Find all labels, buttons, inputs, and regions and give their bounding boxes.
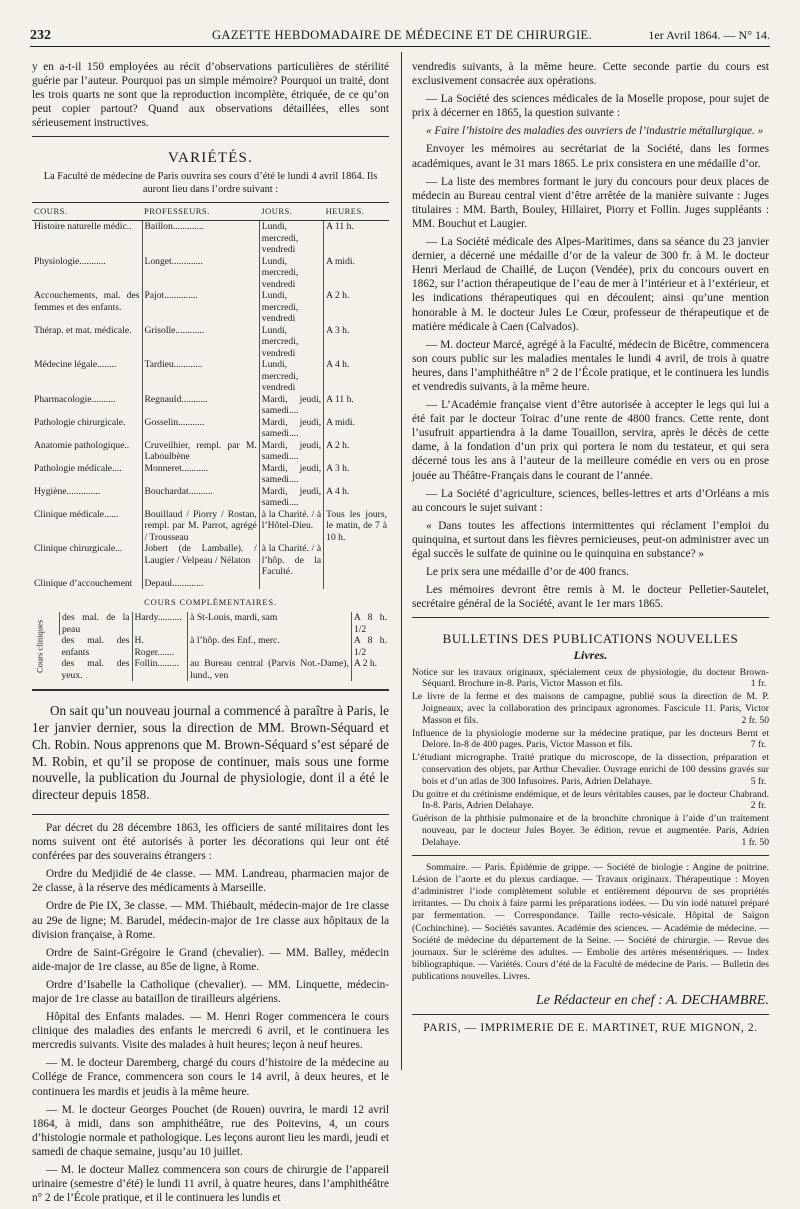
course-professeur: Bouchardat..........	[142, 486, 259, 509]
complementary-table	[32, 612, 389, 681]
hopital-paragraph: Hôpital des Enfants malades. — M. Henri Roger commencera le cours clinique des maladies des enfants le mercredi 6 avril, et le continuera les mercredis suivants. Visite des malades à huit heures; leçon à neuf heures.	[32, 1011, 389, 1052]
mallez-paragraph: — M. le docteur Mallez commencera son cours de chirurgie de l’appareil urinaire (semestre d’été) le lundi 11 avril, à quatre heures, dans l’amphithéâtre n° 2 de l’École pratique, et il le continuera les lundis et	[32, 1164, 389, 1205]
course-row	[32, 325, 389, 360]
course-professeur: Grisolle............	[142, 325, 259, 360]
course-table-header	[32, 202, 389, 221]
moselle-question: « Faire l’histoire des maladies des ouvriers de l’industrie métallurgique. »	[426, 125, 764, 138]
book-entry	[412, 728, 769, 752]
course-heures	[324, 578, 389, 590]
book-description: Guérison de la phthisie pulmonaire et de la bronchite chronique à l’aide d’un traitement nouveau, par le docteur Jules Boyer. 3e édition, revue et augmentée. Paris, Adrien Delahaye.	[412, 813, 769, 848]
livres-heading: Livres.	[573, 648, 608, 663]
divider	[32, 814, 389, 815]
continuation-paragraph: vendredis suivants, à la même heure. Cette seconde partie du cours est exclusivement consacrée aux opérations.	[412, 61, 769, 88]
complementary-maladie: des mal. des enfants	[61, 635, 130, 658]
complementary-row	[32, 612, 389, 635]
course-jours: Lundi, mercredi, vendredi	[259, 359, 323, 394]
course-row	[32, 578, 389, 590]
course-cours: Physiologie...........	[34, 255, 106, 267]
course-heures: A midi.	[324, 417, 389, 440]
divider	[412, 855, 769, 856]
book-price: 5 fr.	[750, 775, 767, 787]
course-heures: A 11 h.	[324, 394, 389, 417]
course-jours: à la Charité. / à l’hôp. de la Faculté.	[259, 543, 323, 578]
course-jours: Mardi, jeudi, samedi....	[259, 417, 323, 440]
course-jours: Mardi, jeudi, samedi....	[259, 486, 323, 509]
book-entry	[412, 789, 769, 813]
course-table	[32, 202, 389, 590]
complementary-professeur: H. Roger.......	[132, 635, 188, 658]
course-jours	[259, 578, 323, 590]
varietes-title: VARIÉTÉS.	[167, 150, 254, 167]
journal-title: GAZETTE HEBDOMADAIRE DE MÉDECINE ET DE CHIRURGIE.	[212, 28, 593, 42]
page-number: 232	[30, 28, 51, 43]
course-cours: Pharmacologie..........	[34, 393, 116, 405]
col-header-cours: COURS.	[32, 202, 142, 221]
book-price: 1 fr. 50	[741, 836, 769, 848]
book-description: L’étudiant micrographe. Traité pratique du microscope, de la dissection, préparation et conservation des objets, par Arthur Chevalier. Ouvrage enrichi de 100 dessins gravés sur bois et d’un atlas de 300 Infusoires. Paris, Adrien Delahaye.	[412, 752, 769, 787]
decret-paragraph: Par décret du 28 décembre 1863, les officiers de santé militaires dont les noms suivent ont été autorisés à porter les décorations qui leur ont été conférées par des souverains étrangers :	[32, 821, 389, 863]
orleans-submission: Les mémoires devront être remis à M. le docteur Pelletier-Sautelet, secrétaire général de la Société, avant le 1er mars 1865.	[412, 584, 769, 611]
orleans-paragraph: — La Société d’agriculture, sciences, belles-lettres et arts d’Orléans a mis au concours le sujet suivant :	[412, 487, 769, 514]
course-heures: A 4 h.	[324, 359, 389, 394]
course-row	[32, 394, 389, 417]
course-cours: Hygiène..............	[34, 485, 101, 497]
course-heures: Tous les jours, le matin, de 7 à 10 h.	[324, 509, 389, 544]
course-professeur: Jobert (de Lamballe). / Laugier / Velpeau / Nélaton	[142, 543, 259, 578]
course-cours: Anatomie pathologique..	[34, 439, 130, 451]
book-price: 2 fr. 50	[741, 714, 769, 726]
complementary-title: COURS COMPLÉMENTAIRES.	[144, 597, 277, 608]
complementary-lieu: à St-Louis, mardi, sam	[188, 612, 352, 635]
varietes-intro: La Faculté de médecine de Paris ouvrira ses cours d’été le lundi 4 avril 1864. Ils auront lieu dans l’ordre suivant :	[43, 170, 378, 195]
course-row	[32, 290, 389, 325]
course-row	[32, 440, 389, 463]
complementary-maladie: des mal. des yeux.	[61, 658, 130, 681]
book-price: 7 fr.	[750, 739, 767, 751]
course-row	[32, 221, 389, 256]
complementary-professeur: Follin.........	[132, 658, 188, 681]
course-heures: A 2 h.	[324, 290, 389, 325]
course-heures	[324, 543, 389, 578]
course-jours: Lundi, mercredi, vendredi	[259, 325, 323, 360]
course-cours: Clinique d’accouchement	[34, 577, 133, 589]
divider	[32, 136, 389, 137]
book-price: 2 fr.	[750, 800, 767, 812]
col-header-professeurs: PROFESSEURS.	[142, 202, 259, 221]
course-row	[32, 509, 389, 544]
complementary-side-label: Cours cliniques	[34, 620, 45, 674]
complementary-heure: A 8 h. 1/2	[351, 612, 389, 635]
orders-list	[32, 867, 389, 1006]
col-header-jours: JOURS.	[259, 202, 323, 221]
course-professeur: Regnauld...........	[142, 394, 259, 417]
course-jours: Mardi, jeudi, samedi....	[259, 440, 323, 463]
course-row	[32, 417, 389, 440]
marce-paragraph: — M. docteur Marcé, agrégé à la Faculté, médecin de Bicêtre, commencera son cours public sur les maladies mentales le lundi 4 avril, de trois à quatre heures, dans l’amphithéâtre n° 2 de l’École pratique, et le continuera les lundis et vendredis suivants, à la même heure.	[412, 338, 769, 393]
orleans-prize: Le prix sera une médaille d’or de 400 francs.	[426, 566, 629, 579]
journal-announcement-text: On sait qu’un nouveau journal a commencé à paraître à Paris, le 1er janvier dernier, sous la direction de MM. Brown-Séquard et Ch. Robin. Nous apprenons que M. Brown-Séquard s’est séparé de M. Robin, et qu’il se propose de continuer, mais sous une forme nouvelle, la publication du Journal de physiologie, dont il a été le directeur depuis 1858.	[32, 703, 389, 803]
divider	[412, 617, 769, 618]
course-cours: Histoire naturelle médic..	[34, 221, 132, 233]
course-jours: à la Charité. / à l’Hôtel-Dieu.	[259, 509, 323, 544]
pouchet-paragraph: — M. le docteur Georges Pouchet (de Rouen) ouvrira, le mardi 12 avril 1864, à midi, dans son amphithéâtre, rue des Poitevins, 4, un cours d’histologie normale et pathologique. Les leçons auront lieu les mardi, jeudi et samedi de chaque semaine, jusqu’au 10 juillet.	[32, 1103, 389, 1158]
course-cours: Clinique médicale......	[34, 508, 119, 520]
moselle-conditions: Envoyer les mémoires au secrétariat de la Société, dans les formes académiques, avant le 31 mars 1865. Le prix consistera en une médaille d’or.	[412, 143, 769, 170]
order-item: Ordre du Medjidié de 4e classe. — MM. Landreau, pharmacien major de 2e classe, à la réserve des médicaments à Marseille.	[32, 868, 389, 895]
course-cours: Pathologie médicale....	[34, 462, 122, 474]
course-cours: Pathologie chirurgicale.	[34, 416, 126, 428]
order-item: Ordre de Pie IX, 3e classe. — MM. Thiébault, médecin-major de 1re classe au 29e de ligne; M. Barudel, médecin-major de 1re classe aux hôpitaux de la division française, à Rome.	[32, 900, 389, 941]
course-professeur: Baillon.............	[142, 221, 259, 256]
moselle-paragraph: — La Société des sciences médicales de la Moselle propose, pour sujet de prix à décerner en 1865, la question suivante :	[412, 93, 769, 120]
course-professeur: Pajot..............	[142, 290, 259, 325]
course-professeur: Monneret...........	[142, 463, 259, 486]
complementary-lieu: à l’hôp. des Enf., merc.	[188, 635, 352, 658]
book-description: Notice sur les travaux originaux, spécialement ceux de physiologie, du docteur Brown-Séquard. Brochure in-8. Paris, Victor Masson et fils.	[412, 666, 769, 690]
course-heures: A 3 h.	[324, 463, 389, 486]
orleans-question: « Dans toutes les affections intermittentes qui réclament l’emploi du quinquina, et surtout dans les fièvres pernicieuses, peut-on administrer avec un égal succès le sulfate de quinine ou le quinquina en substance? »	[412, 519, 769, 560]
issue-date: 1er Avril 1864. — N° 14.	[648, 28, 770, 42]
complementary-lieu: au Bureau central (Parvis Not.-Dame), lund., ven	[188, 658, 352, 681]
sommaire: Sommaire. — Paris. Épidémie de grippe. — Société de biologie : Angine de poitrine. Lésion de l’aorte et du plexus cardiaque. — Travaux originaux. Thérapeutique : Moyen d’administrer l’iode complètement soluble et entièrement dépourvu de ses propriétés irritantes. — Du choix à faire parmi les préparations iodées. — Du vin iodé naturel préparé par fermentation. — Correspondance. Taille recto-vésicale. Hôpital de Saïgon (Cochinchine). — Sociétés savantes. Académie des sciences. — Académie de médecine. — Société de médecine du département de la Seine. — Société de chirurgie. — Revue des journaux. Sur le sclérème des adultes. — Embolie des artères mésentériques. — Index bibliographique. — Variétés. Cours d’été de la Faculté de médecine de Paris. — Bulletin des publications nouvelles. Livres.	[412, 861, 769, 983]
course-professeur: Bouillaud / Piorry / Rostan, rempl. par M. Parrot, agrégé / Trousseau	[142, 509, 259, 544]
course-jours: Lundi, mercredi, vendredi	[259, 256, 323, 291]
order-item: Ordre de Saint-Grégoire le Grand (chevalier). — MM. Balley, médecin aide-major de 1re classe, au 85e de ligne, à Rome.	[32, 946, 389, 973]
page-header	[30, 28, 770, 47]
course-row	[32, 359, 389, 394]
course-row	[32, 256, 389, 291]
opening-paragraph: y en a-t-il 150 employées au récit d’observations particulières de stérilité guérie par l’auteur. Pourquoi pas un simple mémoire? Pourquoi un traité, dont les trois quarts ne sont que la reproduction incomplète, étriquée, de ce qu’on peut copier partout? Quand aux observations détaillées, elles sont sérieusement instructives.	[32, 61, 389, 130]
course-professeur: Tardieu............	[142, 359, 259, 394]
journal-announcement	[32, 703, 389, 804]
complementary-row	[32, 658, 389, 681]
jury-paragraph: — La liste des membres formant le jury du concours pour deux places de médecin au Bureau central vient d’être arrêtée de la manière suivante : Juges titulaires : MM. Barth, Bouley, Hillairet, Piorry et Follin. Juges suppléants : MM. Bouchut et Laugier.	[412, 175, 769, 230]
course-row	[32, 543, 389, 578]
col-header-heures: HEURES.	[324, 202, 389, 221]
book-description: Le livre de la ferme et des maisons de campagne, publié sous la direction de M. P. Joigneaux, avec la collaboration des principaux agronomes. Fascicule 11. Paris, Victor Masson et fils.	[412, 691, 769, 726]
complementary-professeur: Hardy..........	[132, 612, 188, 635]
alpes-maritimes-paragraph: — La Société médicale des Alpes-Maritimes, dans sa séance du 23 janvier dernier, a décerné une médaille d’or de la valeur de 300 fr. à M. le docteur Henri Merlaud de Chaillé, de Luçon (Vendée), prix du concours ouvert en 1862, sur l’action thérapeutique de l’eau de mer à l’intérieur et à l’extérieur, et les indications thérapeutiques qui en découlent; ainsi qu’une mention honorable à M. le docteur Jules Le Cœur, professeur de thérapeutique et de matière médicale à Caen (Calvados).	[412, 236, 769, 333]
complementary-row	[32, 635, 389, 658]
books-list	[412, 667, 769, 849]
academie-paragraph: — L’Académie française vient d’être autorisée à accepter le legs qui lui a été fait par le docteur Toirac d’une rente de 4800 francs. Cette rente, dont l’usufruit appartiendra à la dame Touaillon, servira, après le décès de cette dame, à la fondation d’un prix qui portera le nom du testateur, et qui sera décerné tous les ans à l’auteur de la meilleure comédie en vers ou en prose jouée au Théâtre-Français dans le courant de l’année.	[412, 399, 769, 482]
course-professeur: Gosselin...........	[142, 417, 259, 440]
course-jours: Mardi, jeudi, samedi....	[259, 463, 323, 486]
imprimerie-line: PARIS, — IMPRIMERIE DE E. MARTINET, RUE MIGNON, 2.	[412, 1014, 769, 1035]
course-professeur: Cruveilhier, rempl. par M. Laboulbène	[142, 440, 259, 463]
course-cours: Médecine légale........	[34, 359, 117, 371]
course-row	[32, 486, 389, 509]
book-entry	[412, 691, 769, 726]
course-jours: Lundi, mercredi, vendredi	[259, 290, 323, 325]
book-entry	[412, 813, 769, 848]
course-cours: Accouchements, mal. des femmes et des enfants.	[34, 290, 140, 313]
daremberg-paragraph: — M. le docteur Daremberg, chargé du cours d’histoire de la médecine au Collége de France, commencera son cours le 14 avril, à deux heures, et le continuera les mardis et jeudis à la même heure.	[32, 1057, 389, 1098]
course-heures: A 2 h.	[324, 440, 389, 463]
redacteur-signature: Le Rédacteur en chef : A. DECHAMBRE.	[535, 992, 769, 1008]
course-cours: Thérap. et mat. médicale.	[34, 324, 132, 336]
complementary-heure: A 8 h. 1/2	[351, 635, 389, 658]
complementary-heure: A 2 h.	[351, 658, 389, 681]
course-professeur: Longet.............	[142, 256, 259, 291]
book-price: 1 fr.	[750, 678, 767, 690]
course-heures: A 4 h.	[324, 486, 389, 509]
book-entry	[412, 667, 769, 691]
course-professeur: Depaul.............	[142, 578, 259, 590]
book-description: Du goitre et du crétinisme endémique, et de leurs véritables causes, par le docteur Chabrand. In-8. Paris, Adrien Delahaye.	[412, 788, 769, 812]
divider	[32, 689, 389, 691]
complementary-maladie: des mal. de la peau	[60, 612, 133, 635]
column-divider	[401, 52, 402, 1070]
order-item: Ordre d’Isabelle la Catholique (chevalier). — MM. Linquette, médecin-major de 1re classe au bataillon de tirailleurs algériens.	[32, 978, 389, 1005]
course-row	[32, 463, 389, 486]
left-column	[32, 60, 389, 1209]
bulletins-title: BULLETINS DES PUBLICATIONS NOUVELLES	[442, 631, 739, 647]
course-jours: Lundi, mercredi, vendredi	[259, 221, 323, 256]
course-heures: A 11 h.	[324, 221, 389, 256]
course-heures: A midi.	[324, 256, 389, 291]
course-jours: Mardi, jeudi, samedi....	[259, 394, 323, 417]
book-description: Influence de la physiologie moderne sur la médecine pratique, par les docteurs Bernt et Delore. In-8 de 400 pages. Paris, Victor Masson et fils.	[412, 727, 769, 751]
right-column	[412, 60, 769, 1035]
course-cours: Clinique chirurgicale...	[34, 543, 123, 555]
book-entry	[412, 752, 769, 787]
course-heures: A 3 h.	[324, 325, 389, 360]
